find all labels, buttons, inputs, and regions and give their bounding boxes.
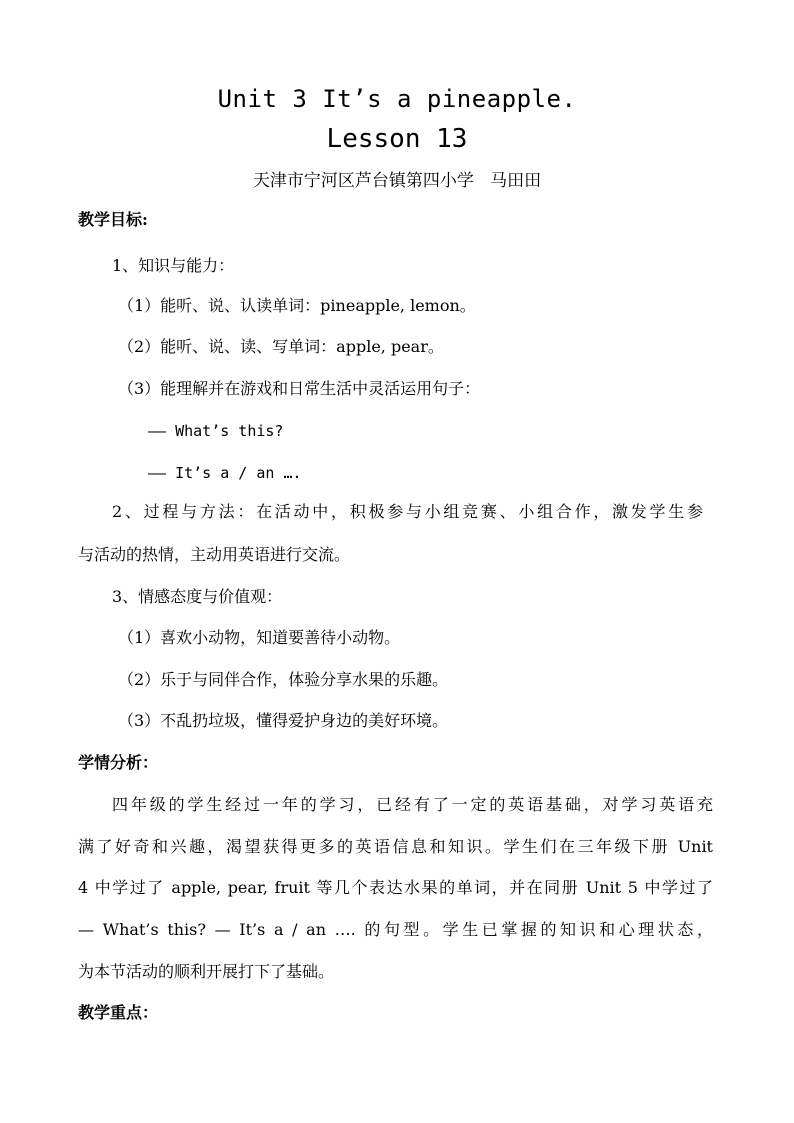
analysis-line: — What’s this? — It’s a / an …. 的句型。学生已掌握的知识和心理状态， (78, 920, 713, 939)
analysis-line: 四年级的学生经过一年的学习，已经有了一定的英语基础，对学习英语充 (112, 795, 713, 814)
objective-section-1-title: 1、知识与能力： (112, 256, 235, 275)
author-line: 天津市宁河区芦台镇第四小学 马田田 (252, 171, 542, 191)
lesson-subtitle: Lesson 13 (326, 124, 468, 154)
objective-item: （2）能听、说、读、写单词：apple, pear。 (118, 337, 444, 356)
analysis-heading: 学情分析： (78, 753, 159, 772)
analysis-line: 满了好奇和兴趣，渴望获得更多的英语信息和知识。学生们在三年级下册 Unit (78, 837, 713, 856)
analysis-line: 4 中学过了 apple, pear, fruit 等几个表达水果的单词，并在同册 Unit 5 中学过了 (78, 878, 713, 897)
objective-item: （1）能听、说、认读单词：pineapple, lemon。 (118, 296, 476, 315)
objective-item: （2）乐于与同伴合作，体验分享水果的乐趣。 (118, 670, 449, 689)
objective-section-3-title: 3、情感态度与价值观： (112, 587, 283, 606)
objective-item: （3）不乱扔垃圾，懂得爱护身边的美好环境。 (118, 711, 449, 730)
objective-section-2-cont: 与活动的热情，主动用英语进行交流。 (78, 545, 351, 564)
objectives-heading: 教学目标: (78, 210, 148, 229)
objective-item: （1）喜欢小动物，知道要善待小动物。 (118, 628, 401, 647)
analysis-line: 为本节活动的顺利开展打下了基础。 (78, 962, 335, 981)
dialogue-line: —— What’s this? (148, 422, 284, 440)
lesson-title: Unit 3 It’s a pineapple. (217, 85, 577, 113)
dialogue-line: —— It’s a / an …. (148, 464, 302, 482)
objective-item: （3）能理解并在游戏和日常生活中灵活运用句子： (118, 379, 481, 398)
key-points-heading: 教学重点： (78, 1003, 159, 1022)
objective-section-2: 2、过程与方法：在活动中，积极参与小组竞赛、小组合作，激发学生参 (112, 502, 703, 521)
